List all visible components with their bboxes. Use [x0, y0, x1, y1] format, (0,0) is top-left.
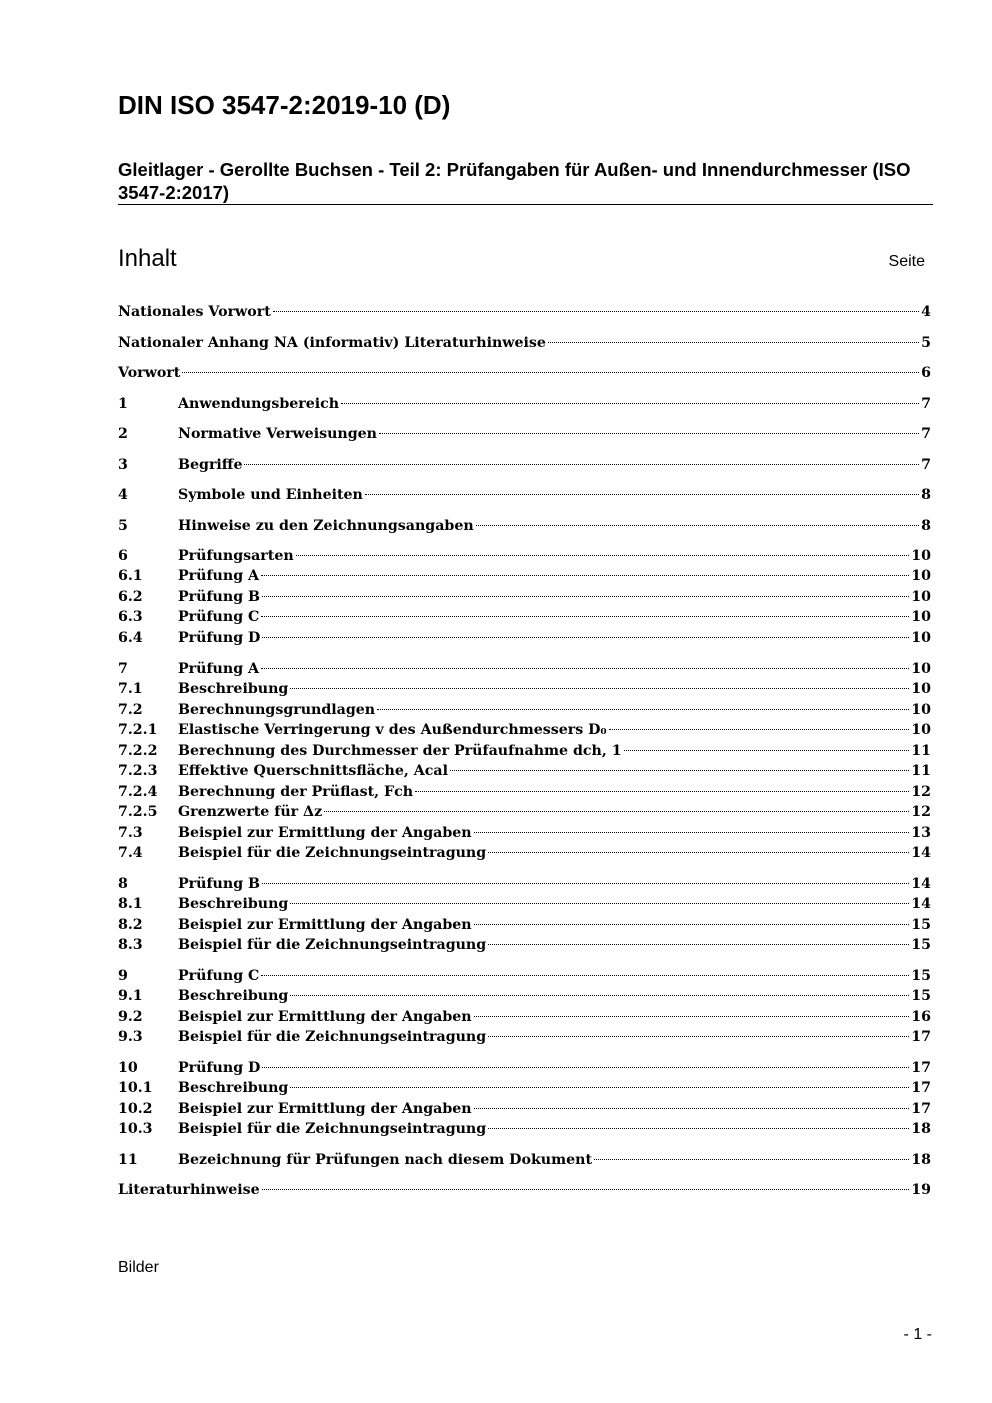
toc-entry-title: Normative Verweisungen	[178, 426, 377, 442]
toc-entry-page: 15	[911, 937, 931, 953]
toc-dot-leader	[290, 995, 909, 996]
toc-entry-title: Berechnung der Prüflast, Fch	[178, 784, 414, 800]
toc-entry-title: Beschreibung	[178, 988, 289, 1004]
toc-entry-title: Prüfung A	[178, 568, 260, 584]
toc-entry-number: 10	[118, 1060, 138, 1076]
toc-entry-number: 11	[118, 1152, 138, 1168]
toc-entry[interactable]	[118, 393, 931, 415]
toc-entry[interactable]	[118, 515, 931, 537]
toc-dot-leader	[624, 750, 910, 751]
toc-entry-number: 4	[118, 487, 128, 503]
toc-entry-title: Beschreibung	[178, 681, 289, 697]
page-column-label: Seite	[888, 253, 925, 270]
toc-entry[interactable]	[118, 781, 931, 803]
toc-entry[interactable]	[118, 934, 931, 956]
toc-entry-page: 11	[911, 743, 931, 759]
toc-entry-number: 10.3	[118, 1121, 153, 1137]
toc-entry[interactable]	[118, 627, 931, 649]
toc-dot-leader	[273, 311, 919, 312]
toc-entry[interactable]	[118, 332, 931, 354]
toc-entry[interactable]	[118, 719, 931, 741]
toc-dot-leader	[261, 668, 909, 669]
toc-entry-title: Beschreibung	[178, 1080, 289, 1096]
toc-dot-leader	[377, 709, 909, 710]
toc-dot-leader	[476, 525, 919, 526]
toc-dot-leader	[474, 832, 910, 833]
toc-entry-page: 10	[911, 548, 931, 564]
toc-entry-page: 14	[911, 896, 931, 912]
toc-dot-leader	[262, 1189, 910, 1190]
toc-entry-page: 12	[911, 784, 931, 800]
toc-entry[interactable]	[118, 822, 931, 844]
toc-entry[interactable]	[118, 423, 931, 445]
toc-entry[interactable]	[118, 760, 931, 782]
toc-entry[interactable]	[118, 606, 931, 628]
toc-entry[interactable]	[118, 914, 931, 936]
toc-entry-title: Begriffe	[178, 457, 243, 473]
toc-entry-page: 15	[911, 988, 931, 1004]
toc-entry-page: 4	[921, 304, 931, 320]
toc-entry-number: 7.2.5	[118, 804, 158, 820]
toc-entry-title: Prüfung B	[178, 589, 261, 605]
toc-entry[interactable]	[118, 965, 931, 987]
page-number: - 1 -	[903, 1326, 932, 1343]
toc-entry[interactable]	[118, 985, 931, 1007]
toc-entry-title: Vorwort	[118, 365, 181, 381]
toc-entry[interactable]	[118, 801, 931, 823]
toc-entry-number: 6	[118, 548, 128, 564]
toc-entry[interactable]	[118, 545, 931, 567]
toc-dot-leader	[296, 555, 910, 556]
toc-entry-page: 17	[911, 1101, 931, 1117]
toc-entry[interactable]	[118, 301, 931, 323]
toc-entry[interactable]	[118, 658, 931, 680]
toc-entry-page: 14	[911, 845, 931, 861]
toc-entry-title: Beschreibung	[178, 896, 289, 912]
toc-entry[interactable]	[118, 1179, 931, 1201]
toc-entry-title: Anwendungsbereich	[178, 396, 340, 412]
toc-entry-title: Prüfung C	[178, 968, 260, 984]
toc-entry-page: 10	[911, 702, 931, 718]
toc-entry-page: 10	[911, 568, 931, 584]
toc-entry[interactable]	[118, 484, 931, 506]
toc-entry-title: Nationaler Anhang NA (informativ) Literaturhinweise	[118, 335, 546, 351]
toc-entry-title: Beispiel für die Zeichnungseintragung	[178, 845, 487, 861]
toc-dot-leader	[290, 688, 909, 689]
toc-entry-page: 7	[921, 426, 931, 442]
toc-entry-title: Beispiel für die Zeichnungseintragung	[178, 1121, 487, 1137]
toc-entry-title: Effektive Querschnittsfläche, Acal	[178, 763, 448, 779]
toc-entry[interactable]	[118, 454, 931, 476]
toc-entry-page: 7	[921, 457, 931, 473]
toc-dot-leader	[474, 1108, 910, 1109]
toc-dot-leader	[261, 575, 909, 576]
toc-dot-leader	[182, 372, 919, 373]
toc-entry-page: 17	[911, 1080, 931, 1096]
toc-entry-title: Bezeichnung für Prüfungen nach diesem Dokument	[178, 1152, 592, 1168]
toc-entry-page: 13	[911, 825, 931, 841]
toc-entry[interactable]	[118, 740, 931, 762]
toc-entry-number: 9.3	[118, 1029, 143, 1045]
toc-entry-number: 6.3	[118, 609, 143, 625]
toc-entry-page: 16	[911, 1009, 931, 1025]
toc-dot-leader	[488, 852, 909, 853]
toc-entry[interactable]	[118, 893, 931, 915]
toc-entry-title: Literaturhinweise	[118, 1182, 260, 1198]
toc-entry-number: 7.2.3	[118, 763, 158, 779]
toc-entry-title: Beispiel zur Ermittlung der Angaben	[178, 825, 472, 841]
toc-dot-leader	[379, 433, 919, 434]
document-title: DIN ISO 3547-2:2019-10 (D)	[118, 90, 451, 120]
toc-entry[interactable]	[118, 842, 931, 864]
toc-dot-leader	[415, 791, 909, 792]
toc-entry[interactable]	[118, 873, 931, 895]
toc-entry-number: 7.4	[118, 845, 143, 861]
toc-entry-number: 7.2	[118, 702, 143, 718]
toc-entry-page: 8	[921, 518, 931, 534]
toc-heading: Inhalt	[118, 245, 177, 272]
toc-entry-number: 7.2.1	[118, 722, 158, 738]
toc-entry-page: 10	[911, 589, 931, 605]
toc-entry-title: Prüfung B	[178, 876, 261, 892]
toc-entry-page: 14	[911, 876, 931, 892]
toc-dot-leader	[324, 811, 909, 812]
toc-entry-number: 6.2	[118, 589, 143, 605]
toc-entry-page: 15	[911, 968, 931, 984]
toc-dot-leader	[609, 729, 910, 730]
toc-dot-leader	[548, 342, 919, 343]
toc-dot-leader	[261, 975, 909, 976]
toc-entry-number: 5	[118, 518, 128, 534]
toc-entry-page: 17	[911, 1029, 931, 1045]
toc-entry[interactable]	[118, 362, 931, 384]
toc-entry-title: Beispiel für die Zeichnungseintragung	[178, 937, 487, 953]
figures-label: Bilder	[118, 1259, 159, 1276]
toc-dot-leader	[290, 903, 909, 904]
toc-entry[interactable]	[118, 699, 931, 721]
toc-entry-title: Berechnungsgrundlagen	[178, 702, 376, 718]
toc-entry-page: 17	[911, 1060, 931, 1076]
toc-entry-number: 7.2.4	[118, 784, 158, 800]
toc-entry-title: Prüfung D	[178, 1060, 261, 1076]
toc-entry-title: Hinweise zu den Zeichnungsangaben	[178, 518, 474, 534]
toc-entry-title: Beispiel zur Ermittlung der Angaben	[178, 1101, 472, 1117]
toc-entry-page: 5	[921, 335, 931, 351]
toc-entry-page: 19	[911, 1182, 931, 1198]
toc-entry-number: 7	[118, 661, 128, 677]
toc-dot-leader	[450, 770, 909, 771]
toc-entry-number: 10.1	[118, 1080, 153, 1096]
toc-entry-page: 7	[921, 396, 931, 412]
toc-entry-page: 15	[911, 917, 931, 933]
toc-entry-title: Prüfung D	[178, 630, 261, 646]
toc-entry-number: 1	[118, 396, 128, 412]
toc-entry-number: 7.1	[118, 681, 143, 697]
toc-entry-page: 8	[921, 487, 931, 503]
toc-dot-leader	[488, 1128, 909, 1129]
toc-entry[interactable]	[118, 1026, 931, 1048]
toc-entry-page: 10	[911, 722, 931, 738]
toc-entry-page: 10	[911, 609, 931, 625]
toc-entry-page: 10	[911, 630, 931, 646]
toc-dot-leader	[365, 494, 919, 495]
toc-entry-number: 8	[118, 876, 128, 892]
toc-dot-leader	[261, 616, 909, 617]
document-subtitle: Gleitlager - Gerollte Buchsen - Teil 2: Prüfangaben für Außen- und Innendurchmesser (ISO 3547-2:2017)	[118, 158, 933, 205]
toc-entry-number: 9.1	[118, 988, 143, 1004]
toc-entry-number: 8.1	[118, 896, 143, 912]
toc-dot-leader	[474, 1016, 910, 1017]
toc-entry-number: 9.2	[118, 1009, 143, 1025]
toc-entry[interactable]	[118, 1006, 931, 1028]
toc-entry-title: Grenzwerte für Δz	[178, 804, 323, 820]
toc-dot-leader	[262, 883, 909, 884]
toc-dot-leader	[341, 403, 919, 404]
toc-entry[interactable]	[118, 1149, 931, 1171]
toc-entry[interactable]	[118, 1057, 931, 1079]
toc-entry-number: 6.4	[118, 630, 143, 646]
toc-entry-number: 10.2	[118, 1101, 153, 1117]
toc-entry-page: 18	[911, 1121, 931, 1137]
toc-entry-page: 11	[911, 763, 931, 779]
toc-entry-page: 12	[911, 804, 931, 820]
toc-entry-number: 7.3	[118, 825, 143, 841]
toc-entry-title: Prüfung A	[178, 661, 260, 677]
toc-entry-title: Beispiel zur Ermittlung der Angaben	[178, 1009, 472, 1025]
toc-entry-number: 8.3	[118, 937, 143, 953]
toc-entry-title: Berechnung des Durchmesser der Prüfaufnahme dch, 1	[178, 743, 622, 759]
toc-entry-number: 8.2	[118, 917, 143, 933]
toc-entry-page: 10	[911, 661, 931, 677]
toc-entry-page: 6	[921, 365, 931, 381]
toc-entry[interactable]	[118, 565, 931, 587]
toc-entry-number: 7.2.2	[118, 743, 158, 759]
toc-entry-page: 10	[911, 681, 931, 697]
toc-dot-leader	[262, 1067, 909, 1068]
toc-entry-title: Symbole und Einheiten	[178, 487, 363, 503]
toc-entry-page: 18	[911, 1152, 931, 1168]
toc-entry-title: Nationales Vorwort	[118, 304, 271, 320]
toc-dot-leader	[474, 924, 910, 925]
toc-entry-title: Prüfung C	[178, 609, 260, 625]
toc-entry-title: Beispiel zur Ermittlung der Angaben	[178, 917, 472, 933]
toc-entry-title: Beispiel für die Zeichnungseintragung	[178, 1029, 487, 1045]
toc-dot-leader	[262, 637, 909, 638]
toc-entry[interactable]	[118, 678, 931, 700]
toc-dot-leader	[488, 1036, 909, 1037]
toc-entry[interactable]	[118, 1118, 931, 1140]
toc-dot-leader	[290, 1087, 909, 1088]
toc-entry[interactable]	[118, 1077, 931, 1099]
toc-dot-leader	[594, 1159, 909, 1160]
toc-dot-leader	[488, 944, 909, 945]
toc-entry-number: 9	[118, 968, 128, 984]
toc-entry-number: 2	[118, 426, 128, 442]
toc-entry-number: 3	[118, 457, 128, 473]
toc-entry[interactable]	[118, 586, 931, 608]
toc-dot-leader	[262, 596, 909, 597]
toc-entry[interactable]	[118, 1098, 931, 1120]
toc-dot-leader	[244, 464, 919, 465]
toc-entry-number: 6.1	[118, 568, 143, 584]
toc-entry-title: Prüfungsarten	[178, 548, 294, 564]
toc-entry-title: Elastische Verringerung v des Außendurchmessers D₀	[178, 722, 607, 738]
